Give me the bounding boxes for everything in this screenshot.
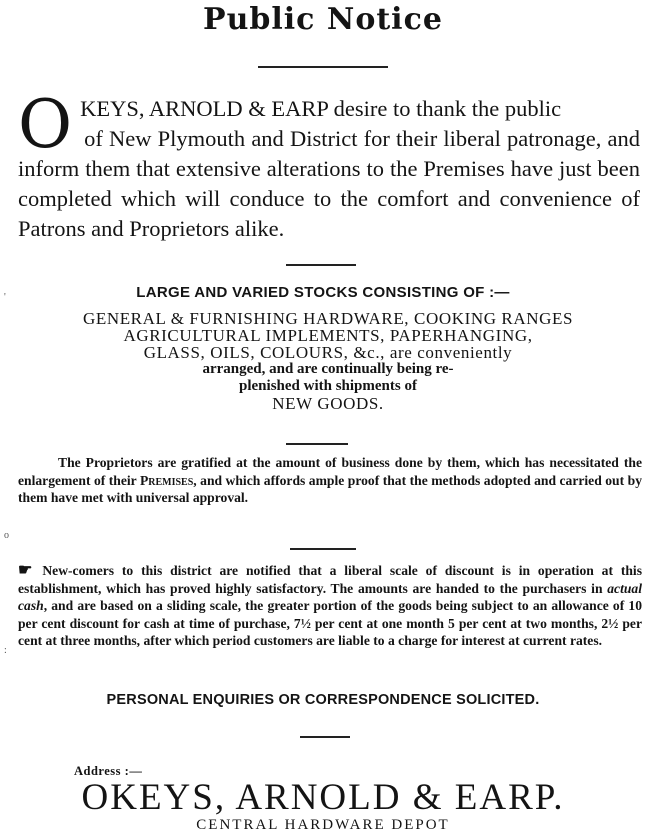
p1-premises: Premises xyxy=(139,472,194,488)
title-divider xyxy=(258,66,388,68)
firm-name: OKEYS, ARNOLD & EARP. xyxy=(81,777,565,818)
stocks-heading: LARGE AND VARIED STOCKS CONSISTING OF :— xyxy=(136,284,510,301)
margin-mark-icon: : xyxy=(4,645,7,656)
paragraph-divider xyxy=(290,548,356,550)
stocks-line-6: NEW GOODS. xyxy=(272,394,384,413)
stocks-line-1: GENERAL & FURNISHING HARDWARE, COOKING RANGES xyxy=(82,309,574,328)
stocks-line-2: AGRICULTURAL IMPLEMENTS, PAPERHANGING, xyxy=(123,326,533,345)
p1-end: , and which affords ample proof that the methods adopted and carried out by them have met with universal approval. xyxy=(18,472,642,505)
p2-start: New-comers to this district are notified that a liberal scale of discount is in operation at this establishment, which has proved highly satisfactory. The amounts are handed to the purchasers in xyxy=(18,563,642,596)
thanks-paragraph xyxy=(18,86,640,244)
pointing-hand-icon: ☛ xyxy=(18,562,33,579)
stocks-list xyxy=(14,310,642,412)
stocks-line-5: plenished with shipments of xyxy=(239,378,417,394)
thanks-line-2: of New Plymouth and District for their liberal xyxy=(84,126,501,151)
p1-start: The Proprietors are gratified at the amount of business done by them, which has necessitated the enlargement of their xyxy=(18,455,642,488)
notice-title: Public Notice xyxy=(203,2,443,37)
margin-mark-icon: ' xyxy=(4,292,6,303)
stocks-divider xyxy=(286,443,348,445)
discount-paragraph xyxy=(18,562,642,650)
address-label: Address :— xyxy=(74,764,143,778)
thanks-rest: patronage, and inform them that extensive alterations to the Premises have just been completed which will conduce to the comfort and convenience of Patrons and Proprietors alike. xyxy=(18,126,640,241)
margin-mark-icon: o xyxy=(4,530,9,541)
enquiries-divider xyxy=(300,736,350,738)
p2-end: , and are based on a sliding scale, the greater portion of the goods being subject to an allowance of 10 per cent discount for cash at time of purchase, 7½ per cent at one month 5 per cent at two months, 2½ per cent at three months, after which period customers are liable to a charge for interest at current rates. xyxy=(18,598,642,648)
stocks-line-4: arranged, and are continually being re- xyxy=(202,361,454,377)
enquiries-line: PERSONAL ENQUIRIES OR CORRESPONDENCE SOLICITED. xyxy=(106,692,540,708)
lead-divider xyxy=(286,264,356,266)
drop-cap: O xyxy=(18,86,73,163)
thanks-line-1: KEYS, ARNOLD & EARP desire to thank the public xyxy=(80,96,562,121)
stocks-line-3: GLASS, OILS, COLOURS, &c., are conveniently xyxy=(143,343,513,362)
p2-actual-cash: actual cash xyxy=(18,580,642,613)
depot-name: CENTRAL HARDWARE DEPOT xyxy=(196,817,450,833)
proprietors-paragraph xyxy=(18,454,642,507)
